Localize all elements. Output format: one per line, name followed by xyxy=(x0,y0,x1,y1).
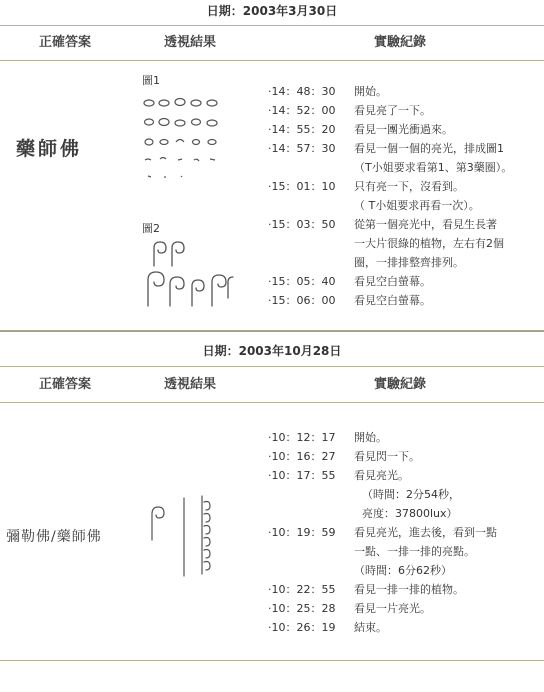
session-2-top-divider xyxy=(0,366,544,367)
log-entry xyxy=(268,580,464,599)
log-text-continued: （時間：6分62秒） xyxy=(354,564,452,577)
session-2-sketch xyxy=(140,492,220,582)
log-text: 開始。 xyxy=(354,431,387,444)
log-time: ‧10：22：55 xyxy=(268,583,336,596)
log-text-continued: 亮度：37800lux） xyxy=(362,507,458,520)
session-2-date: 日期：2003年10月28日 xyxy=(202,344,342,358)
log-text: 看見空白螢幕。 xyxy=(354,294,431,307)
log-text-continued: 一大片很綠的植物，左右有2個 xyxy=(354,237,504,250)
log-text: 看見亮光。 xyxy=(354,469,409,482)
session-2-header-record: 實驗紀錄 xyxy=(373,377,426,392)
log-text: 看見一片亮光。 xyxy=(354,602,431,615)
log-entry xyxy=(268,447,420,466)
log-entry xyxy=(268,120,453,139)
session-1-date: 日期：2003年3月30日 xyxy=(206,4,338,18)
log-entry xyxy=(268,101,431,120)
session-2-header-result: 透視結果 xyxy=(163,377,216,392)
session-1-header-result: 透視結果 xyxy=(163,35,216,50)
log-entry xyxy=(268,466,409,485)
session-1-header-answer: 正確答案 xyxy=(38,35,91,50)
log-entry xyxy=(268,599,431,618)
session-1-header-divider xyxy=(0,60,544,61)
log-entry xyxy=(268,523,497,542)
session-2-header-divider xyxy=(0,402,544,403)
session-1-header-record: 實驗紀錄 xyxy=(373,35,426,50)
session-2-correct-answer: 彌勒佛/藥師佛 xyxy=(6,529,102,545)
log-text: 看見一團光衝過來。 xyxy=(354,123,453,136)
log-text: 看見一排一排的植物。 xyxy=(354,583,464,596)
session-1-correct-answer: 藥師佛 xyxy=(16,138,83,160)
log-time: ‧10：17：55 xyxy=(268,469,336,482)
log-entry xyxy=(268,177,464,196)
log-time: ‧14：48：30 xyxy=(268,85,336,98)
log-entry xyxy=(268,428,387,447)
log-text: 看見亮光，進去後，看到一點 xyxy=(354,526,497,539)
figure-2-label: 圖2 xyxy=(142,222,160,235)
log-entry xyxy=(268,291,431,310)
log-time: ‧10：25：28 xyxy=(268,602,336,615)
log-time: ‧15：05：40 xyxy=(268,275,336,288)
log-entry xyxy=(268,139,504,158)
log-text: 開始。 xyxy=(354,85,387,98)
log-text: 看見閃一下。 xyxy=(354,450,420,463)
log-time: ‧14：55：20 xyxy=(268,123,336,136)
log-text: 看見一個一個的亮光，排成圖1 xyxy=(354,142,504,155)
log-text: 看見空白螢幕。 xyxy=(354,275,431,288)
session-1-top-divider xyxy=(0,25,544,26)
log-time: ‧10：16：27 xyxy=(268,450,336,463)
log-time: ‧15：03：50 xyxy=(268,218,336,231)
log-text: 結束。 xyxy=(354,621,387,634)
log-time: ‧10：12：17 xyxy=(268,431,336,444)
session-2-bottom-divider xyxy=(0,660,544,661)
log-time: ‧14：52：00 xyxy=(268,104,336,117)
log-time: ‧15：06：00 xyxy=(268,294,336,307)
session-divider xyxy=(0,330,544,332)
log-text-continued: （時間：2分54秒， xyxy=(362,488,460,501)
log-time: ‧10：26：19 xyxy=(268,621,336,634)
log-text: 從第一個亮光中，看見生長著 xyxy=(354,218,497,231)
log-text: 只有亮一下，沒看到。 xyxy=(354,180,464,193)
log-time: ‧10：19：59 xyxy=(268,526,336,539)
log-entry xyxy=(268,272,431,291)
figure-2-sketch xyxy=(140,240,240,315)
figure-1-label: 圖1 xyxy=(142,74,160,87)
log-text-continued: （ T小姐要求再看一次）。 xyxy=(354,199,480,212)
log-entry xyxy=(268,618,387,637)
log-entry xyxy=(268,215,497,234)
log-text-continued: （T小姐要求看第1、第3藥圈）。 xyxy=(354,161,513,174)
log-time: ‧14：57：30 xyxy=(268,142,336,155)
log-entry xyxy=(268,82,387,101)
log-text-continued: 一點、一排一排的亮點。 xyxy=(354,545,475,558)
session-2-header-answer: 正確答案 xyxy=(38,377,91,392)
figure-1-sketch xyxy=(140,94,230,184)
log-text: 看見亮了一下。 xyxy=(354,104,431,117)
log-text-continued: 圈，一排排整齊排列。 xyxy=(354,256,464,269)
log-time: ‧15：01：10 xyxy=(268,180,336,193)
